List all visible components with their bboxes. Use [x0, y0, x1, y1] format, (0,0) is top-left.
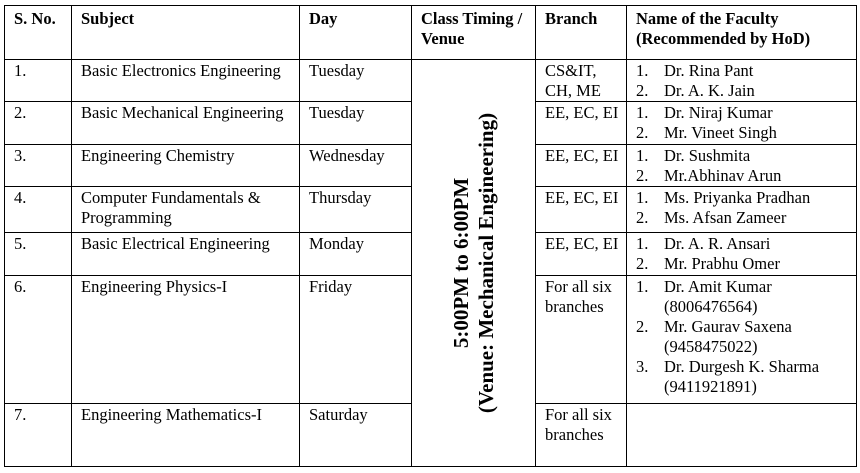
sno-cell: 4.	[5, 187, 72, 233]
sno-cell: 7.	[5, 404, 72, 467]
sno-cell: 6.	[5, 276, 72, 404]
faculty-name: Dr. Rina Pant	[664, 61, 754, 80]
faculty-list	[636, 146, 850, 186]
day-cell: Monday	[300, 233, 412, 276]
list-item	[636, 234, 850, 254]
faculty-name: Dr. A. K. Jain	[664, 81, 755, 100]
faculty-number: 2.	[636, 254, 649, 273]
day-cell: Wednesday	[300, 145, 412, 187]
header-subject: Subject	[72, 6, 300, 60]
day-cell: Thursday	[300, 187, 412, 233]
faculty-cell	[627, 187, 857, 233]
faculty-list	[636, 61, 850, 101]
faculty-number: 3.	[636, 357, 649, 376]
faculty-list	[636, 277, 850, 397]
sno-cell: 2.	[5, 102, 72, 145]
branch-cell: For all six branches	[536, 404, 627, 467]
subject-cell: Basic Mechanical Engineering	[72, 102, 300, 145]
faculty-name: Mr. Prabhu Omer	[664, 254, 780, 273]
faculty-number: 2.	[636, 123, 649, 142]
sno-cell: 5.	[5, 233, 72, 276]
faculty-name: Dr. A. R. Ansari	[664, 234, 771, 253]
subject-cell: Basic Electrical Engineering	[72, 233, 300, 276]
faculty-number: 1.	[636, 188, 649, 207]
branch-cell: EE, EC, EI	[536, 145, 627, 187]
branch-cell: EE, EC, EI	[536, 233, 627, 276]
sno-cell: 3.	[5, 145, 72, 187]
subject-cell: Basic Electronics Engineering	[72, 60, 300, 102]
subject-cell: Computer Fundamentals & Programming	[72, 187, 300, 233]
faculty-list	[636, 103, 850, 143]
list-item	[636, 357, 850, 397]
list-item	[636, 81, 850, 101]
day-cell: Friday	[300, 276, 412, 404]
list-item	[636, 146, 850, 166]
branch-cell: EE, EC, EI	[536, 187, 627, 233]
day-cell: Saturday	[300, 404, 412, 467]
list-item	[636, 123, 850, 143]
timing-venue-text	[449, 113, 499, 413]
list-item	[636, 188, 850, 208]
subject-cell: Engineering Mathematics-I	[72, 404, 300, 467]
branch-cell: For all six branches	[536, 276, 627, 404]
faculty-name: Dr. Amit Kumar (8006476564)	[664, 277, 772, 316]
faculty-number: 2.	[636, 208, 649, 227]
sno-cell: 1.	[5, 60, 72, 102]
faculty-cell	[627, 276, 857, 404]
list-item	[636, 61, 850, 81]
faculty-cell	[627, 404, 857, 467]
day-cell: Tuesday	[300, 60, 412, 102]
faculty-number: 2.	[636, 166, 649, 185]
faculty-name: Ms. Priyanka Pradhan	[664, 188, 811, 207]
faculty-cell	[627, 145, 857, 187]
faculty-number: 1.	[636, 234, 649, 253]
subject-cell: Engineering Physics-I	[72, 276, 300, 404]
branch-cell: CS&IT, CH, ME	[536, 60, 627, 102]
faculty-name: Mr.Abhinav Arun	[664, 166, 782, 185]
faculty-number: 2.	[636, 317, 649, 336]
list-item	[636, 103, 850, 123]
faculty-name: Ms. Afsan Zameer	[664, 208, 787, 227]
branch-cell: EE, EC, EI	[536, 102, 627, 145]
faculty-cell	[627, 102, 857, 145]
list-item	[636, 317, 850, 357]
faculty-number: 1.	[636, 61, 649, 80]
subject-cell: Engineering Chemistry	[72, 145, 300, 187]
faculty-list	[636, 188, 850, 228]
venue-text: (Venue: Mechanical Engineering)	[473, 112, 498, 414]
faculty-number: 1.	[636, 103, 649, 122]
list-item	[636, 254, 850, 274]
day-cell: Tuesday	[300, 102, 412, 145]
header-row	[5, 6, 857, 60]
faculty-cell	[627, 60, 857, 102]
schedule-body	[5, 60, 857, 467]
header-branch: Branch	[536, 6, 627, 60]
faculty-number: 1.	[636, 277, 649, 296]
faculty-number: 2.	[636, 81, 649, 100]
faculty-name: Mr. Gaurav Saxena (9458475022)	[664, 317, 792, 356]
faculty-cell	[627, 233, 857, 276]
faculty-name: Dr. Niraj Kumar	[664, 103, 773, 122]
faculty-name: Dr. Sushmita	[664, 146, 751, 165]
list-item	[636, 208, 850, 228]
faculty-list	[636, 234, 850, 274]
faculty-name: Dr. Durgesh K. Sharma (9411921891)	[664, 357, 820, 396]
timing-text: 5:00PM to 6:00PM	[448, 177, 473, 349]
header-timing: Class Timing / Venue	[412, 6, 536, 60]
timing-venue-cell	[412, 60, 536, 467]
header-faculty: Name of the Faculty (Recommended by HoD)	[627, 6, 857, 60]
table-row	[5, 60, 857, 102]
schedule-table	[4, 5, 857, 467]
faculty-number: 1.	[636, 146, 649, 165]
header-sno: S. No.	[5, 6, 72, 60]
faculty-name: Mr. Vineet Singh	[664, 123, 777, 142]
header-day: Day	[300, 6, 412, 60]
list-item	[636, 166, 850, 186]
list-item	[636, 277, 850, 317]
